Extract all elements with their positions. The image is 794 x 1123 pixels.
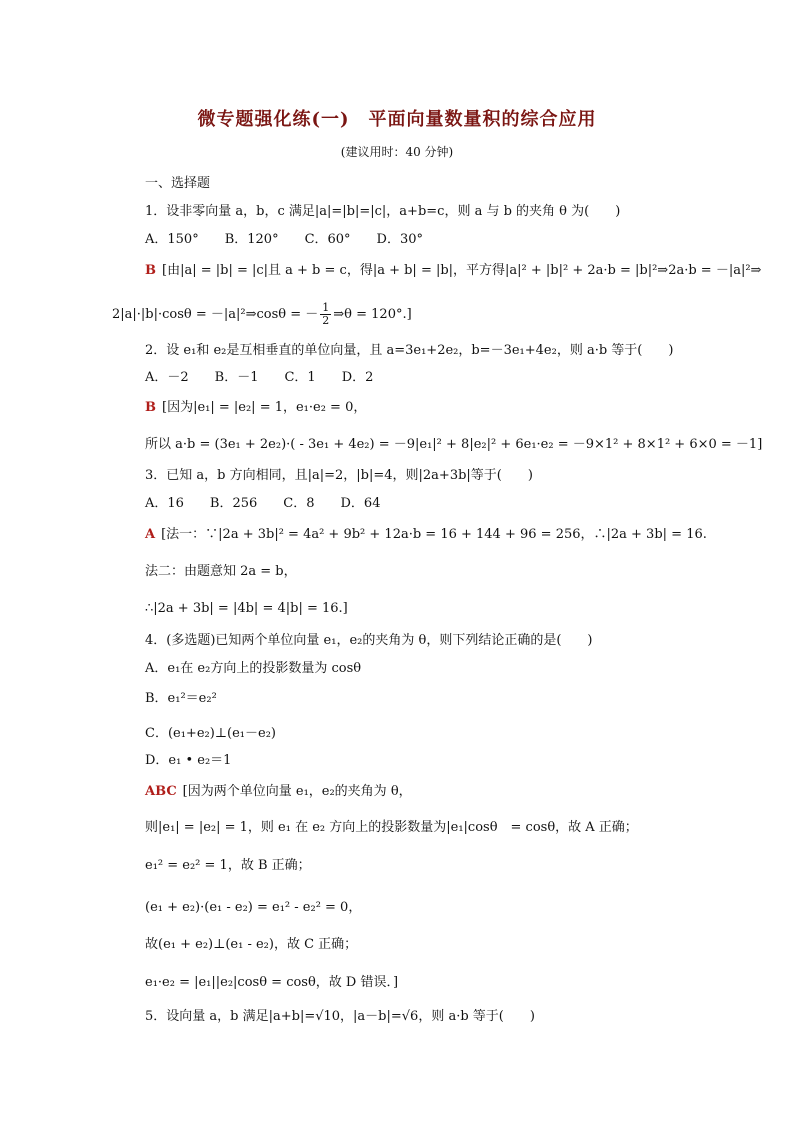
- text-line: 3．已知 a，b 方向相同，且|a|=2，|b|=4，则|2a+3b|等于( ): [145, 468, 533, 483]
- fraction: $\frac{1}{2}$: [322, 301, 330, 327]
- answer-label: B: [145, 400, 156, 415]
- answer-label: ABC: [145, 784, 177, 799]
- text-line: A．－2 B．－1 C．1 D．2: [145, 370, 374, 385]
- text-line: 一、选择题: [145, 176, 211, 191]
- text-line: 所以 a·b = (3e₁ + 2e₂)·( - 3e₁ + 4e₂) = －9|e₁|² + 8|e₂|² + 6e₁·e₂ = －9×1² + 8×1² + 6×0 = －1]: [145, 437, 763, 452]
- text-line: 法二：由题意知 2a = b，: [145, 564, 297, 579]
- text-line: (e₁ + e₂)·(e₁ - e₂) = e₁² - e₂² = 0，: [145, 900, 362, 915]
- text-line: 1．设非零向量 a，b，c 满足|a|=|b|=|c|，a+b=c，则 a 与 b 的夹角 θ 为( ): [145, 204, 621, 219]
- text-line: 2．设 e₁和 e₂是互相垂直的单位向量，且 a=3e₁+2e₂，b=－3e₁+4e₂，则 a·b 等于( ): [145, 343, 674, 358]
- text-line: C．(e₁+e₂)⊥(e₁－e₂): [145, 726, 276, 741]
- text-line: B．e₁²＝e₂²: [145, 691, 217, 706]
- text-line: D．e₁ • e₂＝1: [145, 753, 232, 768]
- text-line: 4．(多选题)已知两个单位向量 e₁，e₂的夹角为 θ，则下列结论正确的是( ): [145, 633, 593, 648]
- text-line: e₁·e₂ = |e₁||e₂|cosθ = cosθ，故 D 错误．]: [145, 975, 399, 990]
- text-line: ∴|2a + 3b| = |4b| = 4|b| = 16.]: [145, 601, 348, 616]
- text-line: ABC [因为两个单位向量 e₁，e₂的夹角为 θ，: [145, 784, 412, 799]
- page-title: 微专题强化练(一) 平面向量数量积的综合应用: [197, 109, 597, 130]
- text-line: 故(e₁ + e₂)⊥(e₁ - e₂)，故 C 正确；: [145, 937, 358, 952]
- text-line: 5．设向量 a，b 满足|a+b|=√10，|a－b|=√6，则 a·b 等于( ): [145, 1009, 535, 1024]
- text-line: A [法一：∵|2a + 3b|² = 4a² + 9b² + 12a·b = 16 + 144 + 96 = 256，∴|2a + 3b| = 16.: [145, 527, 707, 542]
- time-note: (建议用时：40 分钟): [340, 145, 454, 159]
- text-line: A．e₁在 e₂方向上的投影数量为 cosθ: [145, 661, 362, 676]
- text-line: A．16 B．256 C．8 D．64: [145, 496, 381, 511]
- text-line: 2|a|·|b|·cosθ = －|a|²⇒cosθ = － $\frac{1}{2}$ ⇒θ = 120°.]: [112, 301, 412, 327]
- text-line: B [因为|e₁| = |e₂| = 1，e₁·e₂ = 0，: [145, 400, 367, 415]
- text-line: e₁² = e₂² = 1，故 B 正确；: [145, 858, 311, 873]
- answer-label: A: [145, 527, 156, 542]
- answer-label: B: [145, 263, 156, 278]
- text-line: B [由|a| = |b| = |c|且 a + b = c，得|a + b| = |b|，平方得|a|² + |b|² + 2a·b = |b|²⇒2a·b = －|a|²⇒: [145, 263, 762, 278]
- text-line: A．150° B．120° C．60° D．30°: [145, 232, 424, 247]
- text-line: 则|e₁| = |e₂| = 1，则 e₁ 在 e₂ 方向上的投影数量为|e₁|cosθ = cosθ，故 A 正确；: [145, 820, 638, 835]
